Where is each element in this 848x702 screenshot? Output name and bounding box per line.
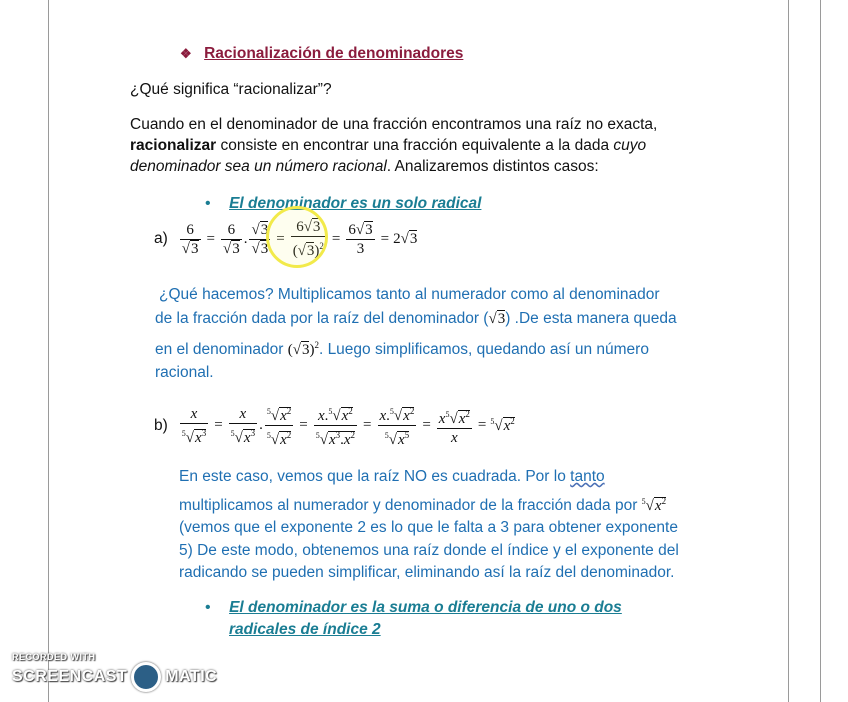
case1-heading <box>205 195 481 213</box>
case2-result: $^5√x^2$ <box>490 416 515 434</box>
fraction-b1 <box>180 405 208 447</box>
var-x: x <box>397 432 405 448</box>
fraction-4-den-radicand: 3 <box>306 243 315 259</box>
fraction-4-num: 6√3 <box>291 218 326 237</box>
fraction-3-den-radicand: 3 <box>260 240 269 257</box>
var-x: x <box>280 408 287 424</box>
radicand <box>243 429 255 446</box>
equals-sign: = <box>331 230 341 247</box>
fraction-1 <box>180 221 201 258</box>
var-x: x <box>654 498 662 514</box>
case1-expl-line-2a: de la fracción dada por la raíz del denominador ( <box>155 310 489 327</box>
case2-equation <box>154 402 515 449</box>
root-index: 5 <box>181 428 186 438</box>
fraction-5 <box>346 221 374 258</box>
radicand <box>194 429 206 446</box>
equals-sign: = <box>363 417 372 433</box>
fraction-b2-num <box>229 405 257 424</box>
fraction-b4 <box>314 402 357 449</box>
section-heading <box>180 45 463 63</box>
fraction-b2-den: $^5√x^3$ <box>230 427 256 446</box>
fraction-5-num-coef: 6 <box>348 221 356 238</box>
diamond-bullet-icon: ❖ <box>180 46 192 61</box>
page-border-right <box>788 0 789 702</box>
radicand <box>458 410 470 427</box>
var-x: x <box>243 429 251 446</box>
fraction-3-num-radicand: 3 <box>260 221 269 238</box>
fraction-2 <box>221 221 242 258</box>
var-x: x <box>503 418 511 434</box>
var-x: x <box>280 432 287 448</box>
radicand <box>279 431 291 448</box>
fraction-b4-num: $x.^5√x^2$ <box>314 402 357 426</box>
inline-sqrt-radicand: 3 <box>497 311 506 327</box>
case1-expl-line-3b: . Luego simplificamos, quedando así un número <box>318 341 649 358</box>
intro-line-3 <box>130 158 599 176</box>
fraction-5-num-radicand: 3 <box>365 221 373 238</box>
equals-sign: = <box>276 230 285 247</box>
var-x: x <box>343 432 351 448</box>
case2-expl-line-1 <box>179 468 605 486</box>
fraction-4-num-radicand: 3 <box>312 219 321 235</box>
fraction-b1-den: $^5√x^3$ <box>181 427 207 446</box>
fraction-4-den: $(√3)^2$ <box>292 241 324 259</box>
fraction-3-den: √3 <box>251 240 269 257</box>
fraction-b6-den <box>437 429 472 447</box>
intro-italic-1: cuyo <box>613 137 647 154</box>
case1-expl-line-3 <box>155 340 649 359</box>
exponent: 2 <box>286 406 292 416</box>
exponent: 3 <box>250 427 256 438</box>
exponent: 3 <box>335 430 341 440</box>
fraction-b5-num: $x.^5√x^2$ <box>378 402 417 426</box>
fraction-2-radicand: 3 <box>232 240 240 257</box>
radicand <box>397 431 409 448</box>
dot-operator: . <box>386 408 390 424</box>
equals-sign: = <box>380 230 390 247</box>
radicand <box>341 407 353 424</box>
page-border-left <box>48 0 49 702</box>
exponent: 5 <box>404 430 410 440</box>
window-border-right <box>820 0 821 702</box>
exponent: 2 <box>350 430 356 440</box>
exponent: 2 <box>510 416 515 426</box>
radicand <box>503 417 515 434</box>
inline-fifth-root: $^5√x^2$ <box>641 496 667 514</box>
var-x: x <box>317 408 325 424</box>
radicand <box>279 407 291 424</box>
root-index: 5 <box>266 431 271 440</box>
case2-expl-line-2a: multiplicamos al numerador y denominador de la fracción dada por <box>179 497 642 514</box>
fraction-5-den: 3 <box>356 240 365 257</box>
spellcheck-word: tanto <box>570 468 605 485</box>
bullet-dot-icon: • <box>205 195 211 212</box>
equals-sign: = <box>214 417 223 433</box>
var-x: x <box>458 410 466 427</box>
fraction-1-den: √3 <box>181 240 199 257</box>
screencast-logo-icon <box>131 662 161 692</box>
result-coef: 2 <box>393 230 401 247</box>
case3-heading <box>205 599 622 617</box>
watermark-brand <box>12 662 217 692</box>
fraction-1-num: 6 <box>180 221 201 240</box>
case3-title-line-2: radicales de índice 2 <box>229 621 381 638</box>
root-index: 5 <box>328 407 333 416</box>
fraction-b2 <box>229 405 257 447</box>
case1-expl-line-2b: ) .De esta manera queda <box>505 310 677 327</box>
intro-bold-term: racionalizar <box>130 137 217 154</box>
fraction-1-radicand: 3 <box>191 240 199 257</box>
var-x: x <box>403 408 410 424</box>
inline-exponent: 2 <box>314 340 319 350</box>
case3-title-line-1: El denominador es la suma o diferencia de uno o dos <box>229 599 622 616</box>
fraction-b3-num: $^5√x^2$ <box>265 402 293 426</box>
inline-sqrt-squared: $(√3)^2$ <box>287 340 319 358</box>
var-x: x <box>239 405 247 422</box>
result-radicand: 3 <box>409 230 418 247</box>
case1-label: a) <box>154 230 168 247</box>
fraction-4-num-coef: 6 <box>296 219 304 235</box>
var-x: x <box>341 408 349 424</box>
radicand <box>402 407 414 424</box>
intro-line-1: Cuando en el denominador de una fracción encontramos una raíz no exacta, <box>130 116 658 133</box>
root-index: 5 <box>445 409 450 419</box>
case1-expl-line-3a: en el denominador <box>155 341 288 358</box>
fraction-b3 <box>265 402 293 449</box>
root-index: 5 <box>490 417 495 426</box>
watermark-right-text: MATIC <box>165 668 218 685</box>
fraction-b3-den: $^5√x^2$ <box>266 430 292 448</box>
case3-heading-cont <box>229 621 381 639</box>
equals-sign: = <box>422 417 431 433</box>
root-index: 5 <box>315 431 320 440</box>
fraction-b5 <box>378 402 417 449</box>
fraction-b4-den: $^5√x^3.x^2$ <box>315 430 356 448</box>
root-index: 5 <box>641 497 646 506</box>
radicand <box>328 431 355 448</box>
exponent: 2 <box>348 406 353 416</box>
intro-italic-2: denominador sea un número racional <box>130 158 387 175</box>
root-index: 5 <box>266 407 271 416</box>
case1-title: El denominador es un solo radical <box>229 195 482 212</box>
case2-expl-line-4: 5) De este modo, obtenemos una raíz donde el índice y el exponente del <box>179 542 679 559</box>
dot-operator: . <box>243 230 248 247</box>
watermark-small-text: RECORDED WITH <box>12 652 96 662</box>
exponent: 2 <box>286 430 292 440</box>
exponent: 3 <box>201 427 207 438</box>
cursor-highlight <box>266 206 328 268</box>
inline-sqrt: √3 <box>488 311 506 327</box>
case1-expl-line-2 <box>155 310 677 328</box>
root-index: 5 <box>384 431 389 440</box>
exponent: 2 <box>465 408 470 419</box>
var-x: x <box>328 432 336 448</box>
var-x: x <box>190 405 198 422</box>
fraction-b1-num <box>180 405 208 424</box>
screencast-watermark <box>12 652 217 692</box>
dot-operator: . <box>259 417 263 433</box>
fraction-5-num: 6√3 <box>348 221 373 238</box>
dot-operator: . <box>324 408 329 424</box>
root-index: 5 <box>389 407 394 416</box>
watermark-left-text: SCREENCAST <box>12 668 128 685</box>
case2-expl-line-5: radicando se pueden simplificar, eliminando así la raíz del denominador. <box>179 564 675 581</box>
intro-line-2 <box>130 137 646 155</box>
intro-line-3-text: . Analizaremos distintos casos: <box>386 158 599 175</box>
intro-line-2-text: consiste en encontrar una fracción equivalente a la dada <box>216 137 614 154</box>
var-x: x <box>438 410 446 427</box>
var-x: x <box>451 429 458 446</box>
case1-result: 2√3 <box>393 230 418 247</box>
exponent: 2 <box>409 406 415 416</box>
case2-label: b) <box>154 416 168 434</box>
fraction-2-den: √3 <box>223 240 240 257</box>
case2-expl-line-2 <box>179 496 666 515</box>
fraction-b5-den: $^5√x^5$ <box>384 430 410 448</box>
equals-sign: = <box>477 417 487 433</box>
case2-expl-line-1a: En este caso, vemos que la raíz NO es cuadrada. Por lo <box>179 468 571 485</box>
bullet-dot-icon: • <box>205 599 211 616</box>
inline-sqrt-squared-radicand: 3 <box>301 342 310 358</box>
var-x: x <box>379 408 387 424</box>
section-title: Racionalización de denominadores <box>204 45 464 62</box>
fraction-b6-num: $x^5√x^2$ <box>437 405 472 429</box>
case2-expl-line-3: (vemos que el exponente 2 es lo que le falta a 3 para obtener exponente <box>179 519 678 536</box>
fraction-b6 <box>437 405 472 447</box>
radicand <box>654 497 666 514</box>
fraction-3-num: √3 <box>251 221 269 238</box>
var-x: x <box>195 429 202 446</box>
case1-expl-line-1: ¿Qué hacemos? Multiplicamos tanto al numerador como al denominador <box>159 286 660 303</box>
dot-operator: . <box>340 432 344 448</box>
equals-sign: = <box>206 230 215 247</box>
exponent: 2 <box>661 496 667 506</box>
fraction-4-exponent: 2 <box>319 241 324 251</box>
question-text: ¿Qué significa “racionalizar”? <box>130 81 332 98</box>
case1-expl-line-4: racional. <box>155 364 214 381</box>
root-index: 5 <box>230 428 235 438</box>
equals-sign: = <box>299 417 308 433</box>
fraction-2-num: 6 <box>221 221 242 240</box>
